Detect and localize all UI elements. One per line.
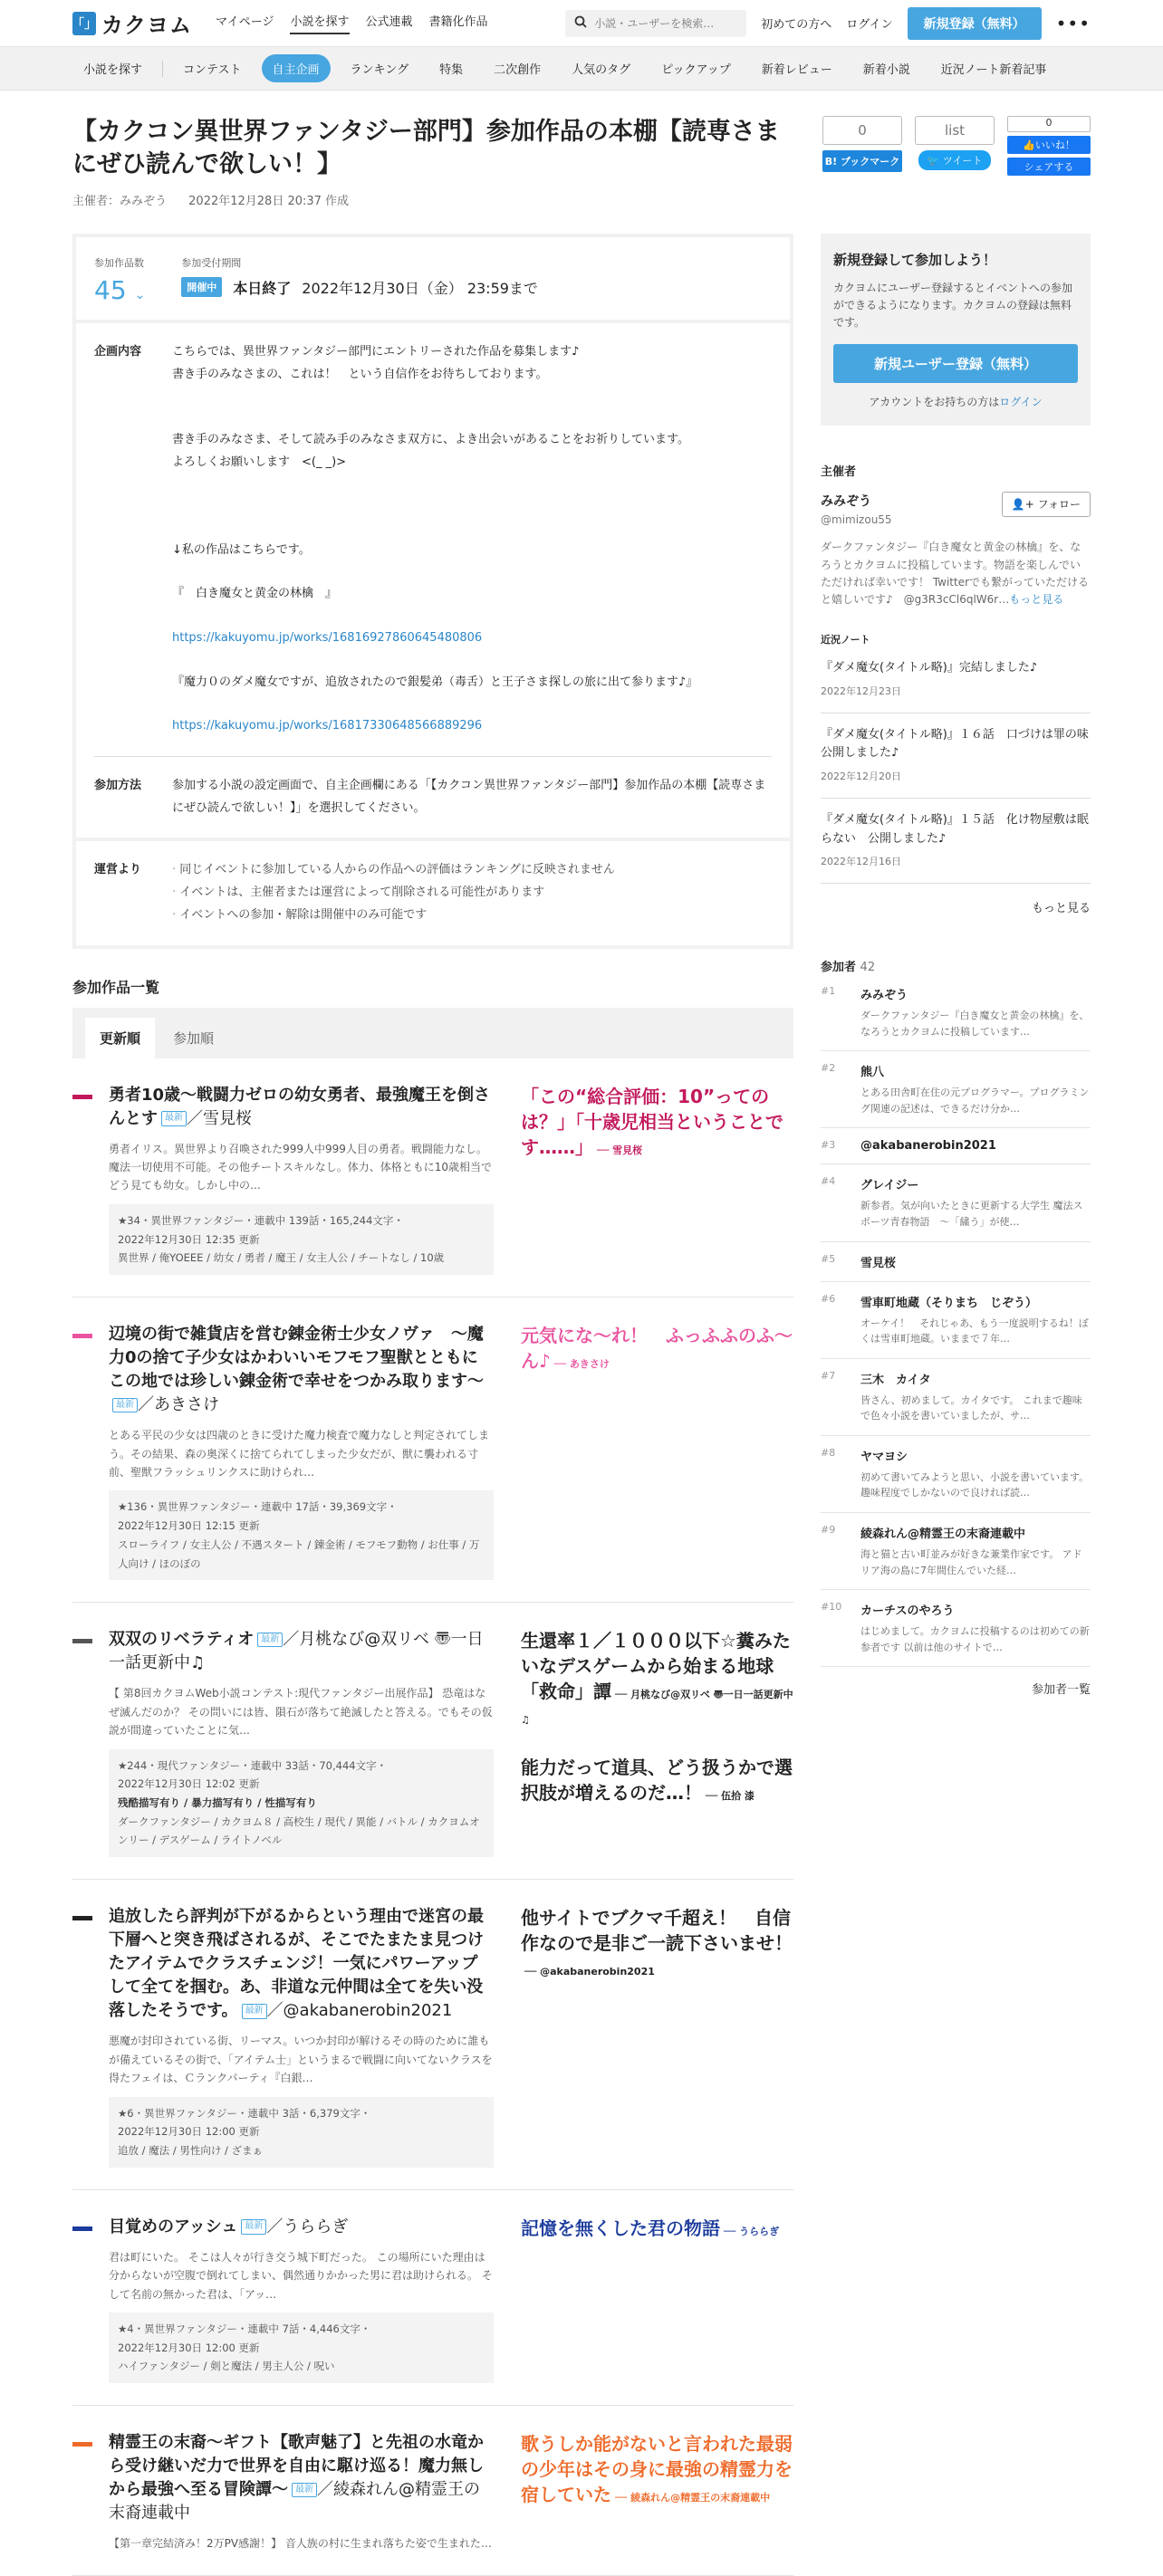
hatena-count: 0	[822, 116, 902, 145]
rules-label: 運営より	[94, 863, 142, 877]
work-updated: 2022年12月30日 12:00 更新	[118, 2125, 260, 2139]
search-icon	[574, 15, 587, 31]
event-stats	[76, 237, 790, 323]
work-stats: ★244・現代ファンタジー・連載中 33話・70,444文字・	[118, 1758, 388, 1772]
content-line	[172, 518, 697, 540]
content-line	[172, 561, 697, 583]
main-column	[72, 234, 793, 2576]
signup-button[interactable]: 新規ユーザー登録（無料）	[833, 344, 1078, 383]
participant-item[interactable]	[821, 1164, 1091, 1241]
work-warnings: 残酷描写有り / 暴力描写有り / 性描写有り	[118, 1796, 317, 1809]
login-link[interactable]: ログイン	[846, 18, 893, 32]
notes-more-link[interactable]: もっと見る	[1031, 901, 1091, 915]
work-author[interactable]: ／あきさけ	[138, 1395, 219, 1415]
participant-body	[860, 1139, 996, 1153]
participant-desc: はじめまして。カクヨムに投稿するのは初めての新参者です 以前は他のサイトで…	[860, 1625, 1090, 1653]
work-catchphrases	[521, 1084, 793, 1275]
work-intro: 勇者イリス。異世界より召喚された999人中999人目の勇者。戦闘能力なし。魔法一切使用不可能。その他チートスキルなし。体力、体格ともに10歳相当でどう見ても幼女。しかし中の…	[109, 1142, 493, 1192]
sidebar	[821, 234, 1101, 2576]
work-title	[109, 1628, 494, 1675]
content-line	[172, 386, 697, 407]
work-intro: 【第一章完結済み！2万PV感謝！】 音人族の村に生まれ落ちた姿で生まれた…	[109, 2537, 492, 2551]
subnav-fanfic[interactable]: 二次創作	[494, 63, 542, 77]
participant-rank: #2	[821, 1062, 836, 1075]
work-intro: とある平民の少女は四歳のときに受けた魔力検査で魔力なしと判定されてしまう。その結果、森の奥深くに捨てられてしまった少女だが、獣に襲われる寸前、聖獣フラッシュリンクスに助けられ…	[109, 1429, 490, 1480]
work-meta	[109, 1204, 494, 1275]
catchphrase[interactable]	[521, 2216, 793, 2241]
share-box	[822, 116, 1091, 208]
work-meta	[109, 1490, 494, 1580]
thumbs-up-icon: 👍	[1023, 139, 1035, 151]
work-meta	[109, 1749, 494, 1857]
work-author[interactable]: ／@akabanerobin2021	[266, 2001, 453, 2021]
beginner-link[interactable]: 初めての方へ	[761, 18, 832, 32]
note-title: 『ダメ魔女(タイトル略)』完結しました♪	[821, 661, 1038, 675]
subnav-user-events[interactable]: 自主企画	[262, 54, 331, 82]
catchphrase-by: ── 月桃なび@双リベ 〠一日一話更新中♫	[521, 1689, 793, 1727]
signup-card-text: カクヨムにユーザー登録するとイベントへの参加ができるようになります。カクヨムの登録は無料です。	[833, 281, 1073, 330]
work-title-link[interactable]: 双双のリベラティオ	[109, 1630, 255, 1650]
new-badge: 最新	[292, 2483, 317, 2498]
participant-desc: 海と猫と古い町並みが好きな兼業作家です。 アドリア海の島に7年間住んでいた経…	[860, 1548, 1082, 1576]
new-badge: 最新	[242, 2004, 267, 2019]
event-info-inner	[76, 237, 790, 838]
host-heading: 主催者	[821, 465, 857, 480]
title-main	[72, 116, 797, 208]
host-info[interactable]	[821, 492, 892, 526]
participant-item[interactable]	[821, 1590, 1091, 1667]
work-info	[109, 1905, 494, 2168]
work-title-link[interactable]: 辺境の街で雑貨店を営む錬金術士少女ノヴァ ～魔力0の捨て子少女はかわいいモフモフ聖獣とともにこの地では珍しい錬金術で幸せをつかみ取ります～	[109, 1324, 484, 1392]
notes-heading: 近況ノート	[821, 634, 870, 646]
work-title-link[interactable]: 勇者10歳～戦闘力ゼロの幼女勇者、最強魔王を倒さんとす	[109, 1085, 491, 1128]
participant-desc: オーケイ！ それじゃあ、もう一度説明するね！ぼくは雪車町地蔵。いままで７年…	[860, 1317, 1089, 1345]
note-item[interactable]	[821, 799, 1091, 884]
note-date: 2022年12月23日	[821, 685, 901, 697]
participant-name: みみぞう	[860, 988, 908, 1002]
tab-updated[interactable]: 更新順	[85, 1018, 155, 1058]
work-title-link[interactable]: 目覚めのアッシュ	[109, 2217, 238, 2236]
work-stats: ★34・異世界ファンタジー・連載中 139話・165,244文字・	[118, 1213, 404, 1227]
rule-item: · イベントへの参加・解除は開催中のみ可能です	[172, 905, 615, 927]
signup-card	[821, 234, 1091, 426]
note-date: 2022年12月16日	[821, 856, 901, 868]
rules-row	[76, 841, 790, 944]
side-login-prefix: アカウントをお持ちの方は	[869, 396, 1000, 409]
subnav-tags[interactable]: 人気のタグ	[572, 63, 631, 77]
content-line	[172, 606, 697, 627]
period-label: 参加受付期間	[181, 256, 242, 269]
participant-item[interactable]	[821, 1128, 1091, 1164]
participant-name: ヤマヨシ	[860, 1450, 908, 1464]
work-title-link[interactable]: 追放したら評判が下がるからという理由で迷宮の最下層へと突き飛ばされるが、そこでたまたま見つけたアイテムでクラスチェンジ！一気にパワーアップして全てを掴む。あ、非道な元仲間は全てを失い没落したそうです。	[109, 1907, 484, 2021]
follow-button[interactable]	[1002, 492, 1091, 517]
participant-rank: #6	[821, 1292, 836, 1305]
work-info	[109, 2431, 494, 2553]
work-intro: 【 第8回カクヨムWeb小説コンテスト:現代ファンタジー出展作品】 恐竜はなぜ滅んだのか？ その問いには皆、隕石が落ちて絶滅したと答える。でもその仮説が間違っていたことに気…	[109, 1687, 493, 1738]
work-count-label: 参加作品数	[94, 256, 144, 269]
new-badge: 最新	[241, 2219, 266, 2235]
rules-list	[172, 859, 615, 926]
subnav-find[interactable]: 小説を探す	[83, 63, 143, 77]
participants-count: 42	[860, 960, 876, 974]
event-meta	[72, 191, 797, 208]
period-date: 2022年12月30日（金） 23:59まで	[302, 279, 538, 297]
work-intro: 君は町にいた。 そこは人々が行き交う城下町だった。 この場所にいた理由は分からないが空腹で倒れてしまい、偶然通りかかった男に君は助けられる。 そして名前の無かった君は、「アッ…	[109, 2250, 493, 2301]
top-nav	[216, 12, 488, 34]
host-desc-text: ダークファンタジー『白き魔女と黄金の林檎』を、なろうとカクヨムに投稿しています。物語を楽しんでいただければ幸いです！ Twitterでも繋がっていただけると嬉しいです♪ @g3R3cCl6qlW6r…	[821, 541, 1090, 606]
work-count-value: 45	[94, 274, 127, 305]
content-label: 企画内容	[94, 344, 142, 359]
participant-body	[860, 1175, 1091, 1230]
work-stats: ★136・異世界ファンタジー・連載中 17話・39,369文字・	[118, 1500, 398, 1514]
work-meta	[109, 2313, 494, 2383]
method-text: 参加する小説の設定画面で、自主企画欄にある「【カクコン異世界ファンタジー部門】参加作品の本棚【読専さまにぜひ読んで欲しい！】」を選択してください。	[172, 779, 766, 815]
participant-item[interactable]	[821, 1242, 1091, 1282]
fb-like-label: いいね！	[1034, 139, 1075, 151]
catchphrase-text: 記憶を無くした君の物語	[521, 2217, 720, 2239]
subnav-notes[interactable]: 近況ノート新着記事	[940, 63, 1047, 77]
work-link-2[interactable]: https://kakuyomu.jp/works/16817330648566889296	[172, 719, 483, 733]
participant-body	[860, 1062, 1091, 1116]
work-author[interactable]: ／月桃なび@双リベ 〠一日一話更新中♫	[109, 1630, 484, 1673]
subnav-reviews[interactable]: 新着レビュー	[761, 63, 832, 77]
search-input[interactable]	[594, 17, 730, 30]
logo-mark: 「」	[72, 12, 96, 35]
content-line: 『 白き魔女と黄金の林檎 』	[172, 587, 338, 601]
header-right	[565, 7, 1091, 40]
title-area	[0, 91, 1163, 208]
new-badge: 最新	[257, 1633, 283, 1648]
participant-name: 雪車町地蔵（そりまち じぞう）	[860, 1296, 1038, 1310]
work-intro: 悪魔が封印されている街、リーマス。いつか封印が解けるその時のために誰もが備えているその街で、「アイテム士」というまるで戦闘に向いてないクラスを得たフェイは、Ｃランクパーティ『白銀…	[109, 2035, 493, 2085]
catchphrase-by: ── あきさけ	[553, 1357, 610, 1370]
content-line	[172, 496, 697, 518]
participant-rank: #5	[821, 1252, 836, 1265]
participant-name: グレイジー	[860, 1179, 919, 1193]
work-color-bar	[72, 2226, 92, 2231]
subnav-separator	[162, 61, 163, 77]
participant-name: カーチスのやろう	[860, 1604, 955, 1619]
participant-body	[860, 1293, 1091, 1347]
work-catchphrases	[521, 1905, 793, 2168]
content-line: 『魔力０のダメ魔女ですが、追放されたので銀髪弟（毒舌）と王子さま探しの旅に出て参ります♪』	[172, 675, 698, 689]
note-date: 2022年12月20日	[821, 771, 901, 783]
work-title	[109, 2216, 494, 2239]
work-item	[72, 1603, 793, 1880]
content-line: こちらでは、異世界ファンタジー部門にエントリーされた作品を募集します♪	[172, 344, 580, 359]
participant-rank: #1	[821, 984, 836, 997]
content	[0, 234, 1163, 2576]
catchphrase[interactable]	[521, 1755, 793, 1805]
tweet-label: ツイート	[942, 155, 983, 167]
participant-name: 雪見桜	[860, 1256, 897, 1270]
participants-label: 参加者	[821, 960, 857, 974]
work-tags[interactable]: ハイファンタジー / 剣と魔法 / 男主人公 / 呪い	[118, 2360, 335, 2373]
work-tags[interactable]: 追放 / 魔法 / 男性向け / ざまぁ	[118, 2144, 264, 2158]
participant-name: 熊八	[860, 1066, 885, 1080]
participant-item[interactable]	[821, 1051, 1091, 1128]
works-section-title: 参加作品一覧	[72, 978, 160, 996]
status-badge: 開催中	[181, 277, 222, 297]
catchphrase-by: ── @akabanerobin2021	[524, 1966, 655, 1978]
method-row	[76, 757, 790, 838]
catchphrase-text: 他サイトでブクマ千超え！ 自信作なので是非ご一読下さいませ！	[521, 1907, 793, 1955]
participant-desc: 新参者。気が向いたときに更新する大学生 魔法スポーツ青春物語 ～「繍う」が使…	[860, 1200, 1083, 1228]
work-color-bar	[72, 2442, 92, 2447]
work-updated: 2022年12月30日 12:35 更新	[118, 1232, 260, 1246]
work-color-bar	[72, 1916, 92, 1920]
signup-card-title: 新規登録して参加しよう！	[833, 251, 997, 268]
nav-books[interactable]: 書籍化作品	[428, 15, 488, 29]
catchphrase[interactable]	[521, 1628, 793, 1729]
rules-inner	[76, 841, 790, 944]
catchphrase-by: ── 雪見桜	[597, 1144, 643, 1156]
participant-rank: #9	[821, 1524, 836, 1537]
work-info	[109, 1084, 494, 1275]
twitter-share	[915, 116, 995, 208]
participant-rank: #3	[821, 1139, 836, 1152]
catchphrase-by: ── 綾森れん@精霊王の末裔連載中	[615, 2492, 771, 2504]
work-link-1[interactable]: https://kakuyomu.jp/works/16816927860645480806	[172, 631, 483, 645]
work-catchphrases	[521, 1323, 793, 1580]
work-title	[109, 1084, 494, 1131]
participant-name: @akabanerobin2021	[860, 1139, 996, 1154]
catchphrase-text: 能力だって道具、どう扱うかで選択肢が増えるのだ…！	[521, 1757, 793, 1805]
catchphrase-text: 元気にな～れ！ ふっふふのふ～ん♪	[521, 1324, 793, 1372]
participant-rank: #4	[821, 1175, 836, 1188]
page-title: 【カクコン異世界ファンタジー部門】参加作品の本棚【読専さまにぜひ読んで欲しい！】	[72, 118, 780, 179]
catchphrase[interactable]	[521, 1323, 793, 1374]
chevron-down-icon: ⌄	[134, 287, 146, 302]
work-info	[109, 1628, 494, 1857]
participant-item[interactable]	[821, 1513, 1091, 1590]
work-item	[72, 1058, 793, 1298]
participant-body	[860, 1524, 1091, 1578]
twitter-bird-icon: 🐦	[927, 155, 943, 167]
subnav-pickup[interactable]: ピックアップ	[661, 63, 731, 77]
tab-joined[interactable]: 参加順	[173, 1029, 215, 1047]
follow-label: フォロー	[1037, 498, 1081, 512]
note-title: 『ダメ魔女(タイトル略)』１６話 口づけは罪の味 公開しました♪	[821, 727, 1101, 761]
event-info-box	[72, 234, 793, 949]
work-color-bar	[72, 1334, 92, 1338]
work-updated: 2022年12月30日 12:15 更新	[118, 1519, 260, 1533]
subnav-contest[interactable]: コンテスト	[183, 63, 242, 77]
work-tags[interactable]: スローライフ / 女主人公 / 不遇スタート / 錬金術 / モフモフ動物 / お仕事 / 万人向け / ほのぼの	[118, 1537, 480, 1570]
participant-item[interactable]	[821, 974, 1091, 1051]
content-line: ↓私の作品はこちらです。	[172, 542, 311, 557]
facebook-share	[1007, 116, 1091, 208]
work-info	[109, 1323, 494, 1580]
catchphrase[interactable]	[521, 1905, 793, 1981]
work-author[interactable]: ／雪見桜	[187, 1108, 252, 1128]
logo-text: カクヨム	[101, 13, 192, 38]
participant-desc: ダークファンタジー『白き魔女と黄金の林檎』を、なろうとカクヨムに投稿しています…	[860, 1009, 1090, 1038]
note-item[interactable]	[821, 713, 1101, 799]
work-item	[72, 2406, 793, 2576]
participant-item[interactable]	[821, 1282, 1091, 1359]
participant-rank: #8	[821, 1446, 836, 1459]
works-tabs	[72, 1008, 793, 1058]
fb-share-button[interactable]: シェアする	[1007, 158, 1091, 176]
work-title	[109, 2431, 494, 2525]
nav-find-novels[interactable]: 小説を探す	[290, 12, 349, 34]
host-id: @mimizou55	[821, 513, 892, 527]
participant-name: 三木 カイタ	[860, 1373, 931, 1387]
work-title	[109, 1905, 494, 2023]
participant-desc: 皆さん、初めまして。カイタです。 これまで趣味で色々小説を書いていましたが、サ…	[860, 1393, 1082, 1422]
work-catchphrases	[521, 2431, 793, 2553]
work-title	[109, 1323, 494, 1417]
work-updated: 2022年12月30日 12:02 更新	[118, 1777, 260, 1791]
work-color-bar	[72, 1639, 92, 1643]
catchphrase[interactable]	[521, 1084, 793, 1160]
work-stats: ★4・異世界ファンタジー・連載中 7話・4,446文字・	[118, 2322, 371, 2335]
note-title: 『ダメ魔女(タイトル略)』１５話 化け物屋敷は眠らない 公開しました♪	[821, 812, 1089, 846]
work-item	[72, 1298, 793, 1603]
user-plus-icon: 👤+	[1011, 498, 1038, 512]
work-stats: ★6・異世界ファンタジー・連載中 3話・6,379文字・	[118, 2106, 371, 2120]
work-catchphrases	[521, 2216, 793, 2383]
participant-body	[860, 1253, 896, 1270]
participant-desc: とある田舎町在住の元プログラマー。プログラミング関連の記述は、できるだけ分か…	[860, 1087, 1090, 1115]
catchphrase-by: ── 伍拾 漆	[706, 1790, 755, 1803]
period-block	[181, 255, 538, 305]
content-line	[172, 407, 697, 429]
created-date: 2022年12月28日 20:37 作成	[188, 194, 350, 208]
participant-body	[860, 1370, 1091, 1424]
content-line: 書き手のみなさまの、これは！ という自信作をお待ちしております。	[172, 367, 548, 381]
catchphrase[interactable]	[521, 2431, 793, 2507]
tweet-button[interactable]	[918, 150, 992, 170]
more-menu-icon[interactable]: •••	[1055, 12, 1091, 34]
participant-rank: #10	[821, 1601, 842, 1614]
period-row	[181, 277, 538, 298]
note-item[interactable]	[821, 646, 1091, 713]
notes-list	[821, 646, 1101, 884]
global-header	[0, 0, 1163, 47]
participant-item[interactable]	[821, 1359, 1091, 1436]
hatena-bookmark-button[interactable]: B! ブックマーク	[822, 150, 902, 172]
register-button[interactable]: 新規登録（無料）	[908, 7, 1042, 40]
host-name: みみぞう	[821, 494, 871, 510]
participants-heading	[821, 957, 1091, 974]
catchphrase-text: 「この“総合評価：10”ってのは？」「十歳児相当ということです……」	[521, 1085, 783, 1158]
catchphrase-by: ── うららぎ	[724, 2225, 780, 2237]
work-count	[94, 275, 145, 305]
new-badge: 最新	[112, 1398, 138, 1413]
work-author[interactable]: ／綾森れん@精霊王の末裔連載中	[109, 2480, 480, 2523]
works-list	[72, 1058, 793, 2576]
work-tags[interactable]: ダークファンタジー / カクヨム８ / 高校生 / 現代 / 異能 / バトル / カクヨムオンリー / デスゲーム / ライトノベル	[118, 1815, 480, 1847]
work-item	[72, 1880, 793, 2190]
participant-body	[860, 985, 1091, 1039]
catchphrase-text: 生還率１／１０００以下☆糞みたいなデスゲームから始まる地球「救命」譚	[521, 1630, 791, 1703]
participant-name: 綾森れん@精霊王の末裔連載中	[860, 1527, 1026, 1542]
work-meta	[109, 2097, 494, 2168]
logo[interactable]	[72, 7, 192, 39]
hatena-share	[822, 116, 902, 208]
catchphrase-text: 歌うしか能がないと言われた最弱の少年はその身に最強の精霊力を宿していた	[521, 2433, 793, 2506]
participant-desc: 初めて書いてみようと思い、小説を書いています。趣味程度でしかないので良ければ読…	[860, 1470, 1090, 1499]
participants-all-link[interactable]: 参加者一覧	[1031, 1683, 1091, 1698]
rule-item: · 同じイベントに参加している人からの作品への評価はランキングに反映されません	[172, 859, 615, 882]
fb-count: 0	[1007, 116, 1091, 132]
nav-mypage[interactable]: マイページ	[216, 15, 274, 29]
work-catchphrases	[521, 1628, 793, 1857]
participant-rank: #7	[821, 1369, 836, 1382]
content-line: よろしくお願いします <(_ _)>	[172, 455, 347, 469]
side-login	[833, 394, 1078, 409]
host-row	[821, 492, 1091, 526]
work-author[interactable]: ／うららぎ	[266, 2217, 349, 2236]
participant-item[interactable]	[821, 1436, 1091, 1513]
nav-official[interactable]: 公式連載	[365, 15, 413, 29]
list-button[interactable]: list	[915, 116, 995, 145]
work-color-bar	[72, 1095, 92, 1099]
work-info	[109, 2216, 494, 2383]
participant-body	[860, 1601, 1091, 1655]
sub-nav	[0, 47, 1163, 91]
subnav-new-novels[interactable]: 新着小説	[862, 63, 910, 77]
rule-item: · イベントは、主催者または運営によって削除される可能性があります	[172, 882, 615, 905]
content-line	[172, 474, 697, 496]
content-row	[76, 323, 790, 756]
participant-body	[860, 1447, 1091, 1501]
period-end: 本日終了	[233, 279, 292, 297]
work-updated: 2022年12月30日 12:00 更新	[118, 2341, 260, 2354]
search-box[interactable]	[565, 10, 746, 37]
method-label: 参加方法	[94, 779, 142, 793]
host-more-link[interactable]: もっと見る	[1009, 593, 1064, 606]
work-count-block[interactable]	[94, 255, 145, 305]
work-tags[interactable]: 異世界 / 俺YOEEE / 幼女 / 勇者 / 魔王 / 女主人公 / チートなし / 10歳	[118, 1251, 445, 1265]
content-body	[172, 341, 697, 738]
work-title-link[interactable]: 精霊王の末裔～ギフト【歌声魅了】と先祖の水竜から受け継いだ力で世界を自由に駆け巡る！魔力無しから最強へ至る冒険譚～	[109, 2433, 484, 2500]
new-badge: 最新	[161, 1111, 187, 1126]
content-line	[172, 694, 697, 715]
participants-list	[821, 974, 1091, 1668]
side-login-link[interactable]: ログイン	[999, 396, 1043, 409]
subnav-ranking[interactable]: ランキング	[350, 63, 409, 77]
content-line	[172, 650, 697, 672]
fb-like-button[interactable]	[1007, 136, 1091, 154]
host-description	[821, 539, 1091, 608]
work-item	[72, 2190, 793, 2406]
subnav-features[interactable]: 特集	[439, 63, 464, 77]
host-meta[interactable]: 主催者：みみぞう	[72, 194, 168, 208]
content-line: 書き手のみなさま、そして読み手のみなさま双方に、よき出会いがあることをお祈りしています。	[172, 433, 689, 447]
